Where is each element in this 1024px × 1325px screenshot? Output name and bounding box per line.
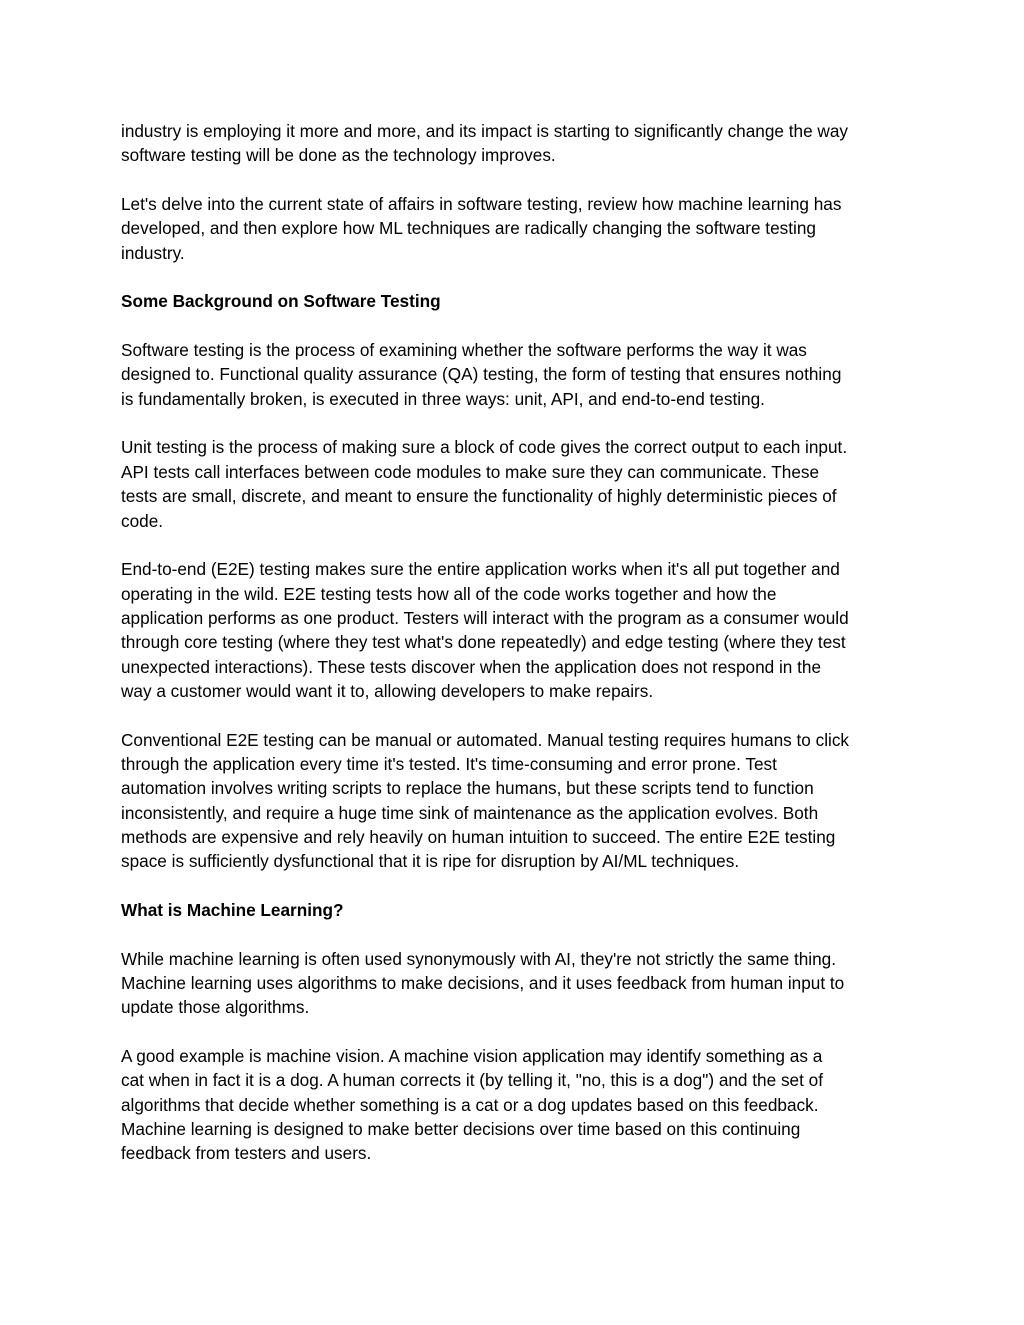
text-line: industry is employing it more and more, and its impact is starting to significantly change the way	[121, 121, 848, 141]
paragraph	[121, 192, 911, 265]
text-line: industry.	[121, 242, 185, 263]
text-line: automation involves writing scripts to replace the humans, but these scripts tend to function	[121, 778, 814, 799]
text-line: unexpected interactions). These tests discover when the application does not respond in the	[121, 656, 822, 677]
text-line: inconsistently, and require a huge time sink of maintenance as the application evolves. Both	[121, 802, 819, 823]
section-heading	[121, 898, 911, 922]
text-line: designed to. Functional quality assurance (QA) testing, the form of testing that ensures nothing	[121, 364, 842, 385]
text-line: Machine learning is designed to make better decisions over time based on this continuing	[121, 1119, 801, 1140]
text-line: A good example is machine vision. A machine vision application may identify something as a	[121, 1046, 823, 1067]
paragraph	[121, 119, 911, 168]
text-line: methods are expensive and rely heavily on human intuition to succeed. The entire E2E testing	[121, 826, 836, 847]
text-line: API tests call interfaces between code modules to make sure they can communicate. These	[121, 461, 820, 482]
text-line: Conventional E2E testing can be manual or automated. Manual testing requires humans to click	[121, 729, 850, 750]
text-line: tests are small, discrete, and meant to ensure the functionality of highly deterministic pieces of	[121, 486, 837, 507]
text-line: application performs as one product. Testers will interact with the program as a consumer would	[121, 607, 849, 628]
text-line: through core testing (where they test what's done repeatedly) and edge testing (where they test	[121, 632, 846, 653]
text-line: update those algorithms.	[121, 997, 310, 1018]
text-line: Let's delve into the current state of affairs in software testing, review how machine learning has	[121, 194, 842, 215]
text-line: While machine learning is often used synonymously with AI, they're not strictly the same thing.	[121, 948, 836, 969]
text-line: Machine learning uses algorithms to make decisions, and it uses feedback from human input to	[121, 973, 845, 994]
text-line: Unit testing is the process of making sure a block of code gives the correct output to each input.	[121, 437, 848, 458]
text-line: way a customer would want it to, allowing developers to make repairs.	[121, 680, 654, 701]
document-page	[121, 119, 911, 1190]
text-line: End-to-end (E2E) testing makes sure the entire application works when it's all put together and	[121, 559, 840, 580]
text-line: software testing will be done as the technology improves.	[121, 145, 556, 166]
paragraph	[121, 728, 911, 874]
text-line: code.	[121, 510, 164, 531]
paragraph	[121, 338, 911, 411]
heading-text: Some Background on Software Testing	[121, 291, 441, 312]
paragraph	[121, 1044, 911, 1166]
text-line: Software testing is the process of examining whether the software performs the way it was	[121, 340, 807, 361]
paragraph	[121, 557, 911, 703]
text-line: algorithms that decide whether something is a cat or a dog updates based on this feedback.	[121, 1094, 819, 1115]
text-line: is fundamentally broken, is executed in three ways: unit, API, and end-to-end testing.	[121, 388, 765, 409]
heading-text: What is Machine Learning?	[121, 900, 344, 920]
text-line: cat when in fact it is a dog. A human corrects it (by telling it, "no, this is a dog") and the set of	[121, 1070, 823, 1091]
text-line: feedback from testers and users.	[121, 1143, 372, 1164]
section-heading	[121, 289, 911, 313]
text-line: operating in the wild. E2E testing tests how all of the code works together and how the	[121, 583, 777, 604]
text-line: through the application every time it's tested. It's time-consuming and error prone. Test	[121, 753, 777, 774]
paragraph	[121, 947, 911, 1020]
text-line: developed, and then explore how ML techniques are radically changing the software testing	[121, 218, 816, 239]
text-line: space is sufficiently dysfunctional that it is ripe for disruption by AI/ML techniques.	[121, 851, 740, 872]
paragraph	[121, 435, 911, 532]
